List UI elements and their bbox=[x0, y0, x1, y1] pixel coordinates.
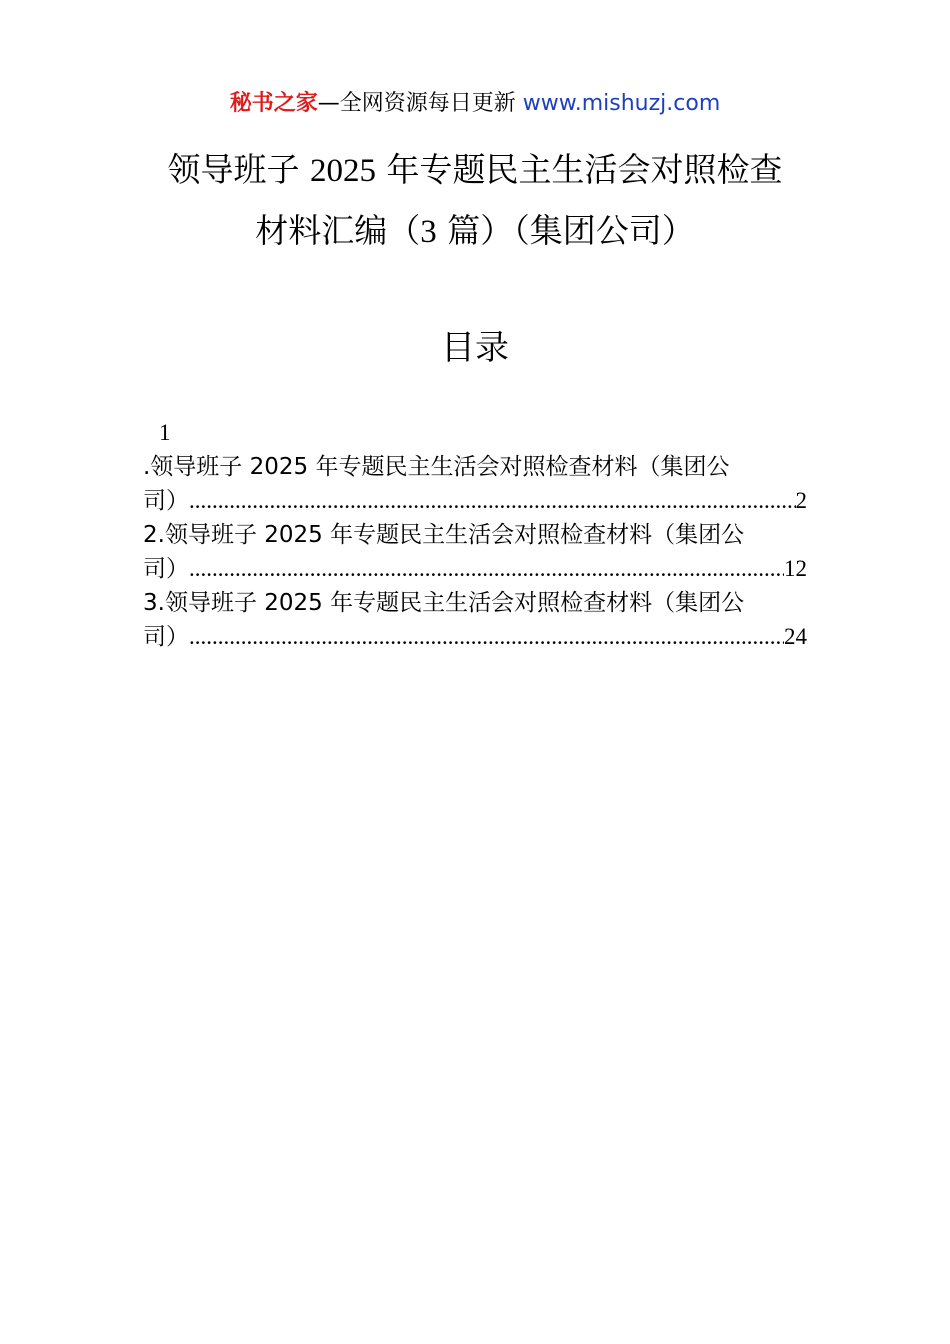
toc-page-number: 12 bbox=[784, 556, 807, 581]
brand-name: 秘书之家 bbox=[229, 91, 318, 116]
toc-page-number: 2 bbox=[795, 488, 807, 513]
table-of-contents bbox=[143, 416, 807, 654]
toc-lead-number: 1 bbox=[159, 420, 171, 445]
toc-entry-title-cont: 司） bbox=[143, 488, 189, 514]
toc-entry-title-cont: 司） bbox=[143, 556, 189, 582]
title-line-2 bbox=[110, 201, 840, 262]
toc-entry-title: .领导班子 2025 年专题民主生活会对照检查材料（集团公 bbox=[143, 454, 730, 480]
toc-entry-title-line bbox=[143, 518, 807, 552]
header-tagline: —全网资源每日更新 bbox=[317, 91, 523, 116]
toc-entry-2[interactable] bbox=[143, 518, 807, 586]
toc-entry-3[interactable] bbox=[143, 586, 807, 654]
toc-entry-title: 2.领导班子 2025 年专题民主生活会对照检查材料（集团公 bbox=[143, 522, 745, 548]
toc-entry-leader-line bbox=[143, 620, 807, 654]
toc-entry-1[interactable] bbox=[143, 450, 807, 518]
site-url-link[interactable]: www.mishuzj.com bbox=[522, 91, 721, 116]
toc-dot-leader bbox=[189, 620, 784, 654]
toc-entry-title-cont: 司） bbox=[143, 624, 189, 650]
toc-entry-leader-line bbox=[143, 484, 807, 518]
title-line-2-pre: 材料汇编（ bbox=[255, 211, 421, 250]
toc-entry-title: 3.领导班子 2025 年专题民主生活会对照检查材料（集团公 bbox=[143, 590, 745, 616]
toc-entry-title-line bbox=[143, 586, 807, 620]
toc-entry-title-line bbox=[143, 450, 807, 484]
title-line-1 bbox=[110, 140, 840, 201]
toc-page-number: 24 bbox=[784, 624, 807, 649]
title-line-1-post: 年专题民主生活会对照检查 bbox=[376, 150, 783, 189]
title-count: 3 bbox=[420, 214, 437, 250]
document-title bbox=[110, 140, 840, 262]
title-year: 2025 bbox=[310, 153, 376, 189]
toc-heading: 目录 bbox=[441, 328, 509, 368]
toc-dot-leader bbox=[189, 484, 796, 518]
site-header bbox=[0, 88, 950, 120]
title-line-1-pre: 领导班子 bbox=[167, 150, 310, 189]
toc-dot-leader bbox=[189, 552, 784, 586]
toc-entry-leader-line bbox=[143, 552, 807, 586]
title-line-2-post: 篇）（集团公司） bbox=[436, 211, 695, 250]
